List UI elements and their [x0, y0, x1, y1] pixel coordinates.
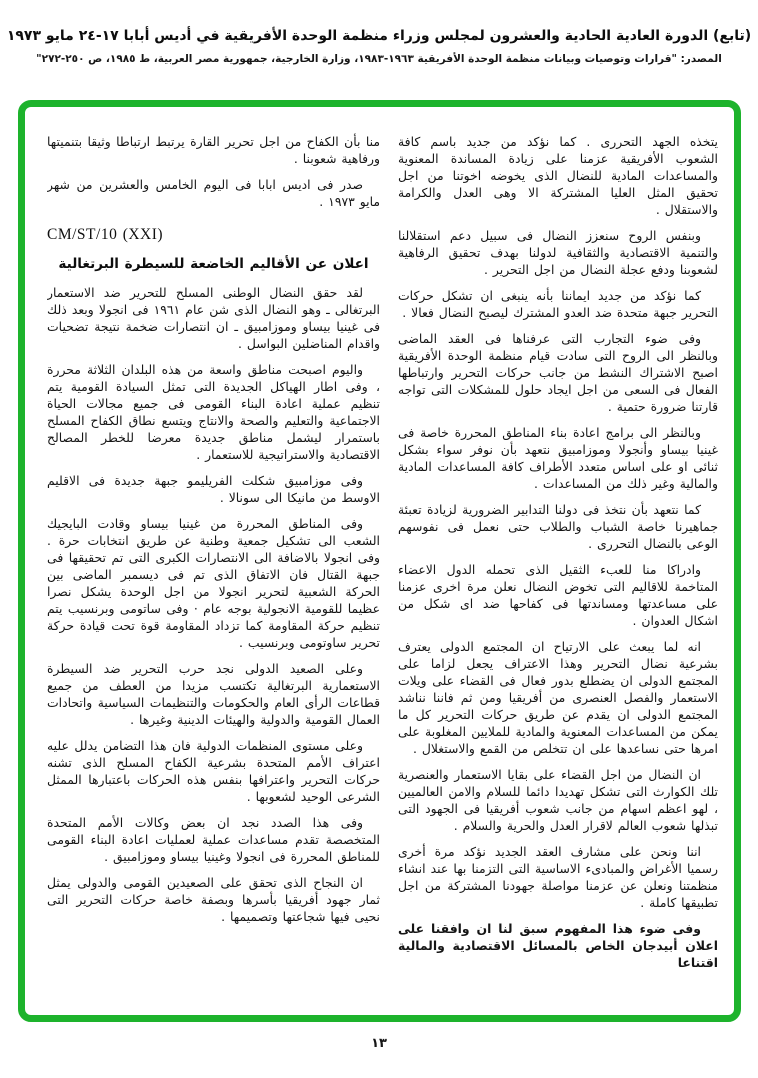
document-frame — [18, 100, 741, 1022]
paragraph: وفى ضوء التجارب التى عرفناها فى العقد الماضى وبالنظر الى الروح التى سادت قيام منظمة الوحدة الأفريقية اصبح الاشتراك النشط من جانب حركات التحرير وارتباطها الفعال فى السعى من اجل ايجاد حلول للمشكلات التى تواجه قارتنا ضرورة حتمية . — [398, 331, 718, 414]
paragraph: ان النجاح الذى تحقق على الصعيدين القومى والدولى يمثل ثمار جهود أفريقيا بأسرها وبصفة خاصة حركات التحرير التى نحيى فيها شجاعتها وتصميمها . — [47, 875, 380, 924]
paragraph: منا بأن الكفاح من اجل تحرير القارة يرتبط ارتباطا وثيقا بتنميتها ورفاهية شعوبنا . — [47, 134, 380, 166]
paragraph: كما نؤكد من جديد ايماننا بأنه ينبغى ان تشكل حركات التحرير جبهة متحدة ضد العدو المشترك ليصبح النضال فعالا . — [398, 288, 718, 320]
paragraph: وفى المناطق المحررة من غينيا بيساو وقادت البايجيك الشعب الى تشكيل جمعية وطنية عن طريق انتخابات حرة . وفى انجولا بالاضافة الى الانتصارات الكبرى التى تم تحقيقها فى جبهة القتال فان الاتفاق الذى تم فى ديسمبر الماضى بين الحركة الشعبية لتحرير انجولا من اجل الوحدة يشكل نصرا عظيما للقومية الانجولية بوجه عام · وفى ساتومى وبرنسيب يتم تنظيم حركة المقاومة كما تزداد المقاومة قوة تحت قيادة حركة تحرير ساوتومى وبرنسيب . — [47, 516, 380, 650]
paragraph: وفى موزامبيق شكلت الفريليمو جبهة جديدة فى الاقليم الاوسط من مانيكا الى سونالا . — [47, 473, 380, 505]
page-header — [0, 0, 758, 65]
declaration-heading: اعلان عن الأقاليم الخاضعة للسيطرة البرتغالية — [58, 256, 369, 272]
paragraph: ان النضال من اجل القضاء على بقايا الاستعمار والعنصرية تلك الكوارث التى تشكل تهديدا دائما للسلام والامن العالميين ، لهو اعظم اسهام من جانب شعوب أفريقيا فى الجهود التى تبذلها شعوب العالم لاقرار العدل والحرية والسلام . — [398, 767, 718, 833]
paragraph: صدر فى اديس ابابا فى اليوم الخامس والعشرين من شهر مايو ١٩٧٣ . — [47, 177, 380, 209]
paragraph: وبنفس الروح سنعزز النضال فى سبيل دعم استقلالنا والتنمية الاقتصادية والثقافية لدولنا بهدف تحقيق الرفاهية لشعوبنا ودفع عجلة النضال من اجل التحرير . — [398, 228, 718, 277]
paragraph: وفى هذا الصدد نجد ان بعض وكالات الأمم المتحدة المتخصصة تقدم مساعدات عملية لعمليات اعادة البناء القومى للمناطق المحررة فى انجولا وغينيا بيساو وموزامبيق . — [47, 815, 380, 864]
text-column-left — [47, 133, 380, 1003]
document-reference: CM/ST/10 (XXI) — [47, 226, 164, 243]
paragraph: وفى ضوء هذا المفهوم سبق لنا ان وافقنا على اعلان أبيدجان الخاص بالمسائل الاقتصادية والمالية اقتناعا — [398, 921, 718, 970]
paragraph: يتخذه الجهد التحررى . كما نؤكد من جديد باسم كافة الشعوب الأفريقية عزمنا على زيادة المساندة المعنوية والمساعدات المادية للنضال الذى يخوضه اخوتنا من اجل تحقيق المثل العليا المشتركة الا وهى العدل والكرامة والاستقلال . — [398, 134, 718, 217]
paragraph: انه لما يبعث على الارتياح ان المجتمع الدولى يعترف بشرعية نضال التحرير وهذا الاعتراف يجعل لزاما على المجتمع الدولى ان يضطلع بدور فعال فى القضاء على ويلات الاستعمار والفصل العنصرى من أفريقيا ومن ثم فاننا نناشد المجتمع الدولى ان يقدم عن طريق حركات التحرير كل ما يمكن من المساعدات المعنوية والمادية للملايين المغلوبة على امرها حتى نساعدها على ان تتخلص من القمع والاستغلال . — [398, 639, 718, 756]
paragraph: واليوم اصبحت مناطق واسعة من هذه البلدان الثلاثة محررة ، وفى اطار الهياكل الجديدة التى تمثل السيادة القومية يتم تنظيم عملية اعادة البناء القومى فى جميع مجالات الحياة الاجتماعية والتعليم والصحة والانتاج ويتسع نطاق الكفاح المسلح باستمرار ليشمل مناطق جديدة معرضا للخطر المصالح الاقتصادية والاستراتيجية للاستعمار . — [47, 362, 380, 462]
paragraph: وبالنظر الى برامج اعادة بناء المناطق المحررة خاصة فى غينيا بيساو وأنجولا وموزامبيق نتعهد بأن نوفر سواء بشكل ثنائى او على اساس متعدد الأطراف كافة المساعدات المادية والمالية وغير ذلك من المساعدات . — [398, 425, 718, 491]
two-column-layout — [45, 133, 718, 1003]
text-column-right — [398, 133, 718, 1003]
paragraph: وادراكا منا للعبء الثقيل الذى تحمله الدول الاعضاء المتاخمة للاقاليم التى تخوض النضال نعلن مرة اخرى عزمنا على مساعدتها ومساندتها فى كفاحها ضد اى شكل من اشكال العدوان . — [398, 562, 718, 628]
paragraph: اننا ونحن على مشارف العقد الجديد نؤكد مرة أخرى رسميا الأغراض والمبادىء الاساسية التى التزمنا بها عند انشاء منظمتنا ونعلن عن عزمنا مواصلة جهودنا المشتركة من اجل تطبيقها كاملة . — [398, 844, 718, 910]
source-citation: المصدر: "قرارات وتوصيات وبيانات منظمة الوحدة الأفريقية ١٩٦٣-١٩٨٣، وزارة الخارجية، جمهورية مصر العربية، ط ١٩٨٥، ص ٢٥٠-٢٧٢" — [36, 53, 722, 66]
paragraph: كما نتعهد بأن نتخذ فى دولنا التدابير الضرورية لزيادة تعبئة جماهيرنا خاصة الشباب والطلاب حتى نعمل فى نفوسهم الوعى بالنضال التحررى . — [398, 502, 718, 551]
page-number: ١٣ — [371, 1036, 387, 1051]
paragraph: وعلى الصعيد الدولى نجد حرب التحرير ضد السيطرة الاستعمارية البرتغالية تكتسب مزيدا من العطف من جميع قطاعات الرأى العام والحكومات والتنظيمات السياسية واتحادات العمال القومية والدولية والهيئات الدينية وغيرها . — [47, 661, 380, 727]
paragraph: وعلى مستوى المنظمات الدولية فان هذا التضامن يدلل عليه اعتراف الأمم المتحدة بشرعية الكفاح المسلح الذى تشنه حركات التحرير واعترافها بنفس هذه الحركات باعتبارها الممثل الشرعى الوحيد لشعوبها . — [47, 738, 380, 804]
session-title: (تابع) الدورة العادية الحادية والعشرون لمجلس وزراء منظمة الوحدة الأفريقية في أديس أبابا ١٧-٢٤ مايو ١٩٧٣ — [6, 28, 752, 44]
paragraph: لقد حقق النضال الوطنى المسلح للتحرير ضد الاستعمار البرتغالى ـ وهو النضال الذى شن عام ١٩٦١ فى انجولا وبعد ذلك فى غينيا بيساو وموزامبيق ـ ان انتصارات ضخمة نتيجة تضحيات واقدام المناضلين البواسل . — [47, 285, 380, 351]
